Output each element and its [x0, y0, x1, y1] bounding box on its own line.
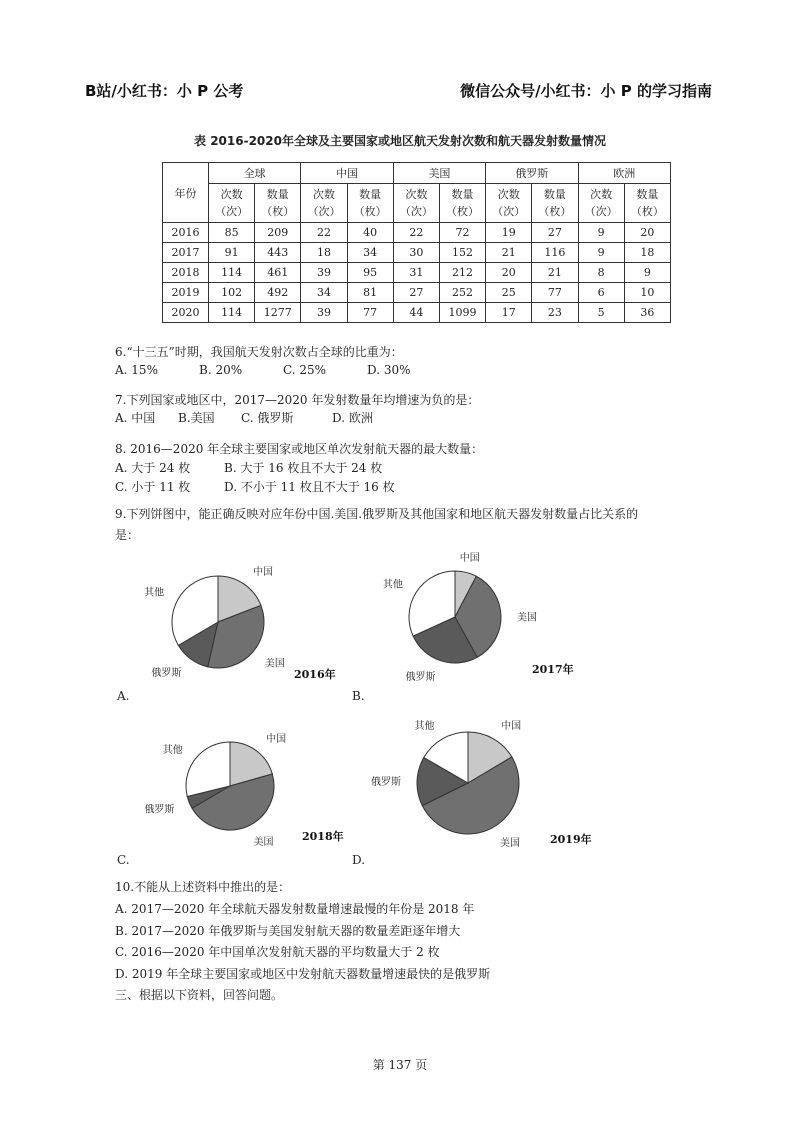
value-cell: 91 [209, 243, 255, 263]
value-cell: 18 [624, 243, 670, 263]
q10-option: D. 2019 年全球主要国家或地区中发射航天器数量增速最快的是俄罗斯 [115, 967, 491, 981]
q7-option: D. 欧洲 [332, 411, 373, 425]
value-cell: 152 [439, 243, 485, 263]
q9-stem-line2: 是： [115, 528, 140, 542]
subheader-label: 次数 [220, 188, 243, 201]
group-header: 全球 [209, 163, 301, 184]
group-header: 美国 [393, 163, 485, 184]
subheader-label: 数量 [636, 188, 659, 201]
subheader-unit: （枚） [446, 205, 480, 218]
subheader-label: 数量 [451, 188, 474, 201]
q9-stem-line1: 9.下列饼图中，能正确反映对应年份中国.美国.俄罗斯及其他国家和地区航天器发射数量占比关系的 [115, 507, 639, 521]
value-cell: 21 [486, 243, 532, 263]
q6-option: A. 15% [115, 363, 158, 377]
subheader-unit: （次） [307, 205, 341, 218]
value-cell: 9 [578, 243, 624, 263]
q7-option: B.美国 [178, 411, 215, 425]
subheader-label: 次数 [497, 188, 520, 201]
pie-label: 其他 [162, 745, 183, 757]
value-cell: 21 [532, 263, 578, 283]
pie-label: 中国 [501, 720, 522, 732]
header-left: B站/小红书：小 P 公考 [85, 82, 244, 100]
value-cell: 22 [301, 223, 347, 243]
subheader-label: 数量 [359, 188, 382, 201]
q8-option: A. 大于 24 枚 [115, 461, 191, 475]
pie-option-letter: D. [352, 853, 366, 867]
pie-label: 俄罗斯 [405, 671, 436, 683]
q6-stem: 6.“十三五”时期，我国航天发射次数占全球的比重为： [115, 345, 403, 359]
value-cell: 443 [255, 243, 301, 263]
value-cell: 39 [301, 263, 347, 283]
pie-label: 俄罗斯 [371, 776, 402, 788]
value-cell: 85 [209, 223, 255, 243]
value-cell: 6 [578, 283, 624, 303]
subheader-unit: （枚） [261, 205, 295, 218]
value-cell: 95 [347, 263, 393, 283]
q8-option: D. 不小于 11 枚且不大于 16 枚 [224, 480, 395, 494]
pie-option-letter: B. [352, 689, 365, 703]
q8-option: C. 小于 11 枚 [115, 480, 191, 494]
value-cell: 44 [393, 303, 439, 323]
page-number: 第 137 页 [372, 1058, 428, 1072]
value-cell: 81 [347, 283, 393, 303]
q8-stem: 8. 2016—2020 年全球主要国家或地区单次发射航天器的最大数量： [115, 442, 484, 456]
q6-option: D. 30% [367, 363, 411, 377]
pie-label: 美国 [253, 837, 274, 849]
value-cell: 77 [347, 303, 393, 323]
value-cell: 209 [255, 223, 301, 243]
pie-label: 美国 [516, 612, 537, 624]
value-cell: 9 [624, 263, 670, 283]
pie-label: 美国 [264, 658, 285, 670]
q10-option: A. 2017—2020 年全球航天器发射数量增速最慢的年份是 2018 年 [115, 902, 475, 916]
year-cell: 2016 [163, 223, 209, 243]
value-cell: 34 [301, 283, 347, 303]
pie-label: 俄罗斯 [151, 668, 182, 680]
pie-year-title: 2019年 [550, 833, 592, 846]
subheader-unit: （枚） [538, 205, 572, 218]
value-cell: 19 [486, 223, 532, 243]
year-cell: 2020 [163, 303, 209, 323]
q6-option: C. 25% [283, 363, 327, 377]
value-cell: 72 [439, 223, 485, 243]
value-cell: 18 [301, 243, 347, 263]
subheader-unit: （次） [215, 205, 249, 218]
pie-option-letter: A. [117, 689, 130, 703]
q10-stem: 10.不能从上述资料中推出的是： [115, 880, 291, 894]
value-cell: 461 [255, 263, 301, 283]
pie-label: 其他 [144, 587, 165, 599]
value-cell: 10 [624, 283, 670, 303]
pie-year-title: 2016年 [294, 668, 336, 681]
group-header: 欧洲 [578, 163, 671, 184]
subheader-unit: （枚） [630, 205, 664, 218]
subheader-unit: （次） [492, 205, 526, 218]
q10-option: C. 2016—2020 年中国单次发射航天器的平均数量大于 2 枚 [115, 945, 440, 959]
value-cell: 1099 [439, 303, 485, 323]
q7-option: A. 中国 [115, 411, 156, 425]
value-cell: 114 [209, 263, 255, 283]
value-cell: 25 [486, 283, 532, 303]
value-cell: 5 [578, 303, 624, 323]
value-cell: 212 [439, 263, 485, 283]
subheader-unit: （次） [584, 205, 618, 218]
value-cell: 20 [624, 223, 670, 243]
q7-option: C. 俄罗斯 [241, 411, 294, 425]
pie-option-letter: C. [117, 853, 130, 867]
value-cell: 492 [255, 283, 301, 303]
pie-label: 俄罗斯 [144, 804, 175, 816]
value-cell: 1277 [255, 303, 301, 323]
value-cell: 23 [532, 303, 578, 323]
value-cell: 27 [393, 283, 439, 303]
value-cell: 39 [301, 303, 347, 323]
value-cell: 8 [578, 263, 624, 283]
value-cell: 20 [486, 263, 532, 283]
value-cell: 102 [209, 283, 255, 303]
pie-label: 中国 [266, 734, 287, 746]
value-cell: 40 [347, 223, 393, 243]
value-cell: 30 [393, 243, 439, 263]
year-cell: 2017 [163, 243, 209, 263]
pie-label: 中国 [459, 552, 480, 564]
value-cell: 9 [578, 223, 624, 243]
group-header: 中国 [301, 163, 393, 184]
subheader-label: 次数 [312, 188, 335, 201]
subheader-unit: （枚） [353, 205, 387, 218]
pie-year-title: 2018年 [302, 830, 344, 843]
value-cell: 77 [532, 283, 578, 303]
subheader-label: 数量 [543, 188, 566, 201]
q6-option: B. 20% [199, 363, 243, 377]
value-cell: 17 [486, 303, 532, 323]
pie-year-title: 2017年 [532, 663, 574, 676]
table-title: 表 2016-2020年全球及主要国家或地区航天发射次数和航天器发射数量情况 [194, 134, 606, 148]
value-cell: 36 [624, 303, 670, 323]
year-cell: 2019 [163, 283, 209, 303]
value-cell: 252 [439, 283, 485, 303]
group-header: 俄罗斯 [486, 163, 578, 184]
q10-option: B. 2017—2020 年俄罗斯与美国发射航天器的数量差距逐年增大 [115, 924, 461, 938]
value-cell: 22 [393, 223, 439, 243]
value-cell: 116 [532, 243, 578, 263]
subheader-label: 次数 [590, 188, 613, 201]
pie-label: 中国 [253, 566, 274, 578]
value-cell: 27 [532, 223, 578, 243]
pie-label: 美国 [500, 837, 521, 849]
subheader-label: 次数 [405, 188, 428, 201]
subheader-unit: （次） [399, 205, 433, 218]
subheader-label: 数量 [266, 188, 289, 201]
pie-label: 其他 [414, 720, 435, 732]
value-cell: 114 [209, 303, 255, 323]
pie-label: 其他 [382, 579, 403, 591]
q7-stem: 7.下列国家或地区中，2017—2020 年发射数量年均增速为负的是： [115, 393, 480, 407]
section-3-heading: 三、根据以下资料，回答问题。 [115, 988, 284, 1002]
header-right: 微信公众号/小红书：小 P 的学习指南 [460, 82, 712, 100]
value-cell: 31 [393, 263, 439, 283]
q8-option: B. 大于 16 枚且不大于 24 枚 [224, 461, 383, 475]
year-cell: 2018 [163, 263, 209, 283]
year-header: 年份 [163, 163, 209, 223]
value-cell: 34 [347, 243, 393, 263]
